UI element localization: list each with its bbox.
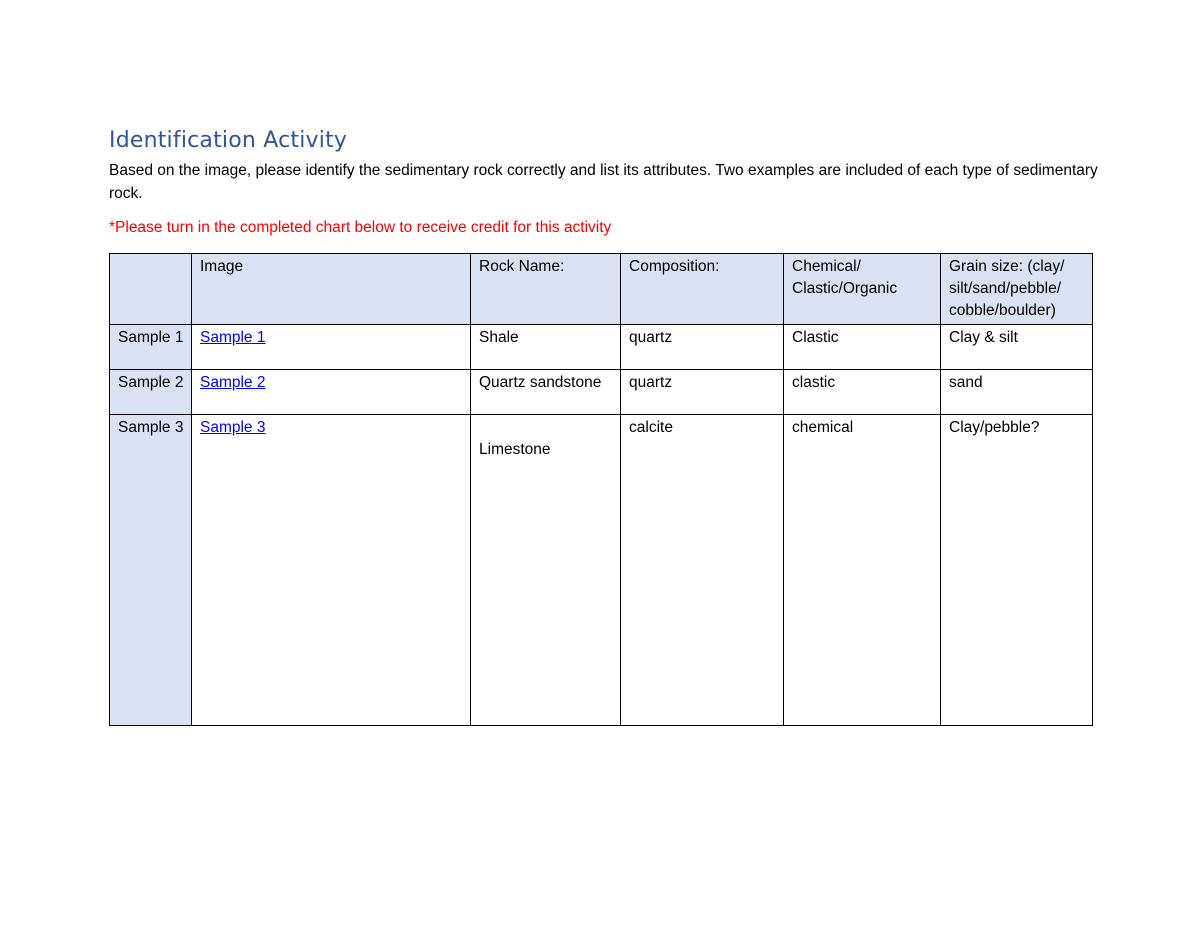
sample-label: Sample 2 [110,370,192,415]
rock-name-text: Limestone [479,441,551,458]
rock-name-cell[interactable]: Quartz sandstone [471,370,621,415]
header-cell-composition: Composition: [621,254,784,325]
rock-name-cell[interactable]: Shale [471,325,621,370]
type-cell[interactable]: clastic [784,370,941,415]
rock-name-cell[interactable] [471,415,621,726]
header-cell-grain-size: Grain size: (clay/ silt/sand/pebble/ cobble/boulder) [941,254,1093,325]
image-cell [192,370,471,415]
header-cell-rock-name: Rock Name: [471,254,621,325]
sample-3-link[interactable]: Sample 3 [200,419,266,436]
sample-2-link[interactable]: Sample 2 [200,374,266,391]
grain-size-cell[interactable]: Clay/pebble? [941,415,1093,726]
instructions-paragraph: Based on the image, please identify the sedimentary rock correctly and list its attributes. Two examples are included of each type of sedimentary rock. [109,162,1098,202]
composition-cell[interactable]: calcite [621,415,784,726]
header-cell-image: Image [192,254,471,325]
composition-cell[interactable]: quartz [621,325,784,370]
sample-label: Sample 3 [110,415,192,726]
table-row [110,370,1093,415]
rock-identification-table [109,253,1093,726]
image-cell [192,325,471,370]
sample-1-link[interactable]: Sample 1 [200,329,266,346]
table-row [110,415,1093,726]
table-row [110,325,1093,370]
header-cell-type: Chemical/ Clastic/Organic [784,254,941,325]
type-cell[interactable]: Clastic [784,325,941,370]
header-cell-empty [110,254,192,325]
table-header-row [110,254,1093,325]
sample-label: Sample 1 [110,325,192,370]
grain-size-cell[interactable]: sand [941,370,1093,415]
credit-notice: *Please turn in the completed chart below to receive credit for this activity [109,219,612,236]
type-cell[interactable]: chemical [784,415,941,726]
grain-size-cell[interactable]: Clay & silt [941,325,1093,370]
document-page [109,126,1098,239]
page-title: Identification Activity [109,128,348,153]
image-cell [192,415,471,726]
composition-cell[interactable]: quartz [621,370,784,415]
